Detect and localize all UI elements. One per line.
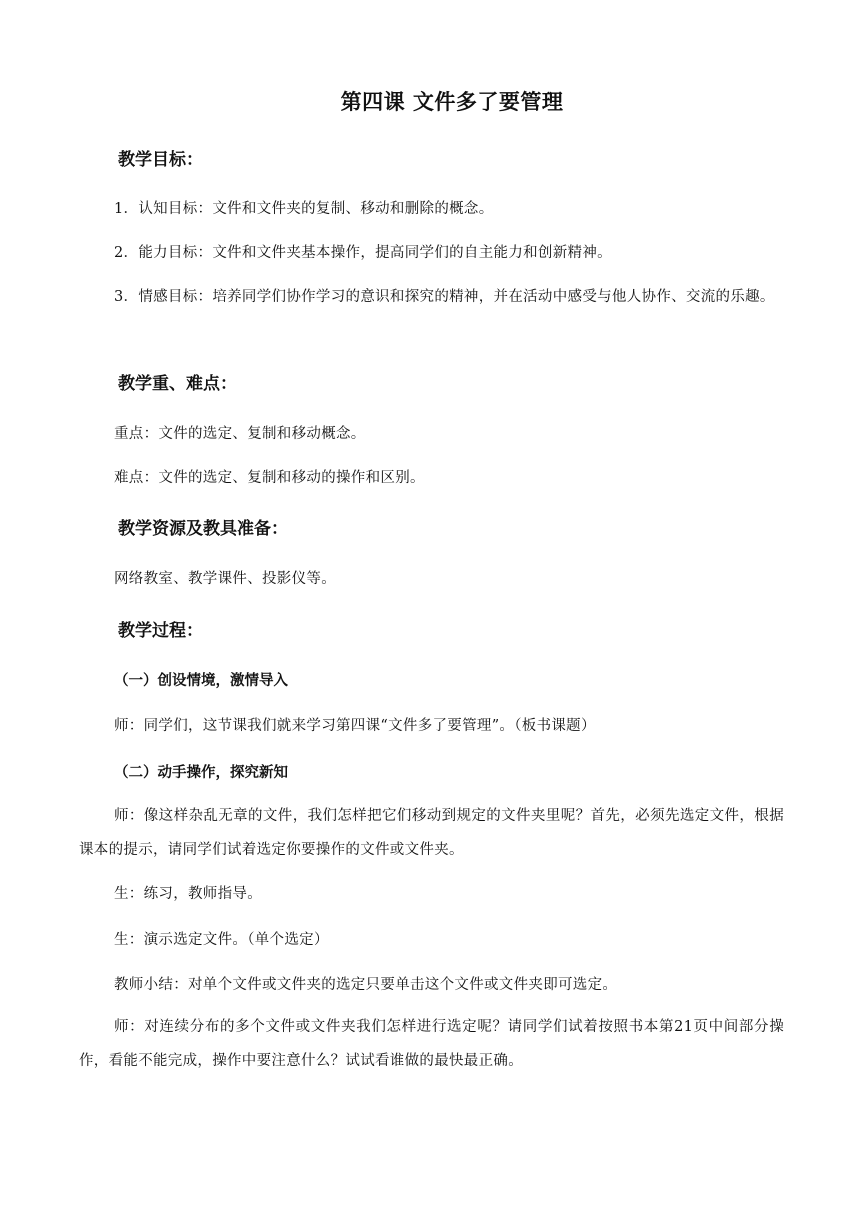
- objective-item-ability: 2．能力目标：文件和文件夹基本操作，提高同学们的自主能力和创新精神。: [114, 245, 612, 261]
- resources-heading: 教学资源及教具准备：: [118, 519, 288, 539]
- objective-item-cognitive: 1．认知目标：文件和文件夹的复制、移动和删除的概念。: [114, 201, 494, 217]
- process-step2-paragraph: 教师小结：对单个文件或文件夹的选定只要单击这个文件或文件夹即可选定。: [114, 977, 618, 993]
- process-heading: 教学过程：: [118, 621, 203, 641]
- process-step1-heading: （一）创设情境，激情导入: [114, 673, 288, 689]
- key-point-item: 重点：文件的选定、复制和移动概念。: [114, 426, 366, 442]
- objectives-heading: 教学目标：: [118, 150, 203, 170]
- difficult-point-item: 难点：文件的选定、复制和移动的操作和区别。: [114, 470, 425, 486]
- resources-text: 网络教室、教学课件、投影仪等。: [114, 571, 336, 587]
- key-points-heading: 教学重、难点：: [118, 374, 237, 394]
- process-step2-paragraph: 生：演示选定文件。（单个选定）: [114, 932, 329, 948]
- process-step2-paragraph: 生：练习，教师指导。: [114, 886, 262, 902]
- process-step2-heading: （二）动手操作，探究新知: [114, 765, 288, 781]
- process-step2-paragraph: 师：对连续分布的多个文件或文件夹我们怎样进行选定呢？请同学们试着按照书本第21页中间部分操作，看能不能完成，操作中要注意什么？试试看谁做的最快最正确。: [79, 1019, 784, 1069]
- process-step1-text: 师：同学们，这节课我们就来学习第四课“文件多了要管理”。（板书课题）: [114, 718, 596, 734]
- objective-item-emotion: 3．情感目标：培养同学们协作学习的意识和探究的精神，并在活动中感受与他人协作、交流的乐趣。: [114, 289, 775, 305]
- document-title: 第四课 文件多了要管理: [340, 90, 564, 114]
- process-step2-paragraph: 师：像这样杂乱无章的文件，我们怎样把它们移动到规定的文件夹里呢？首先，必须先选定文件，根据课本的提示，请同学们试着选定你要操作的文件或文件夹。: [79, 808, 784, 858]
